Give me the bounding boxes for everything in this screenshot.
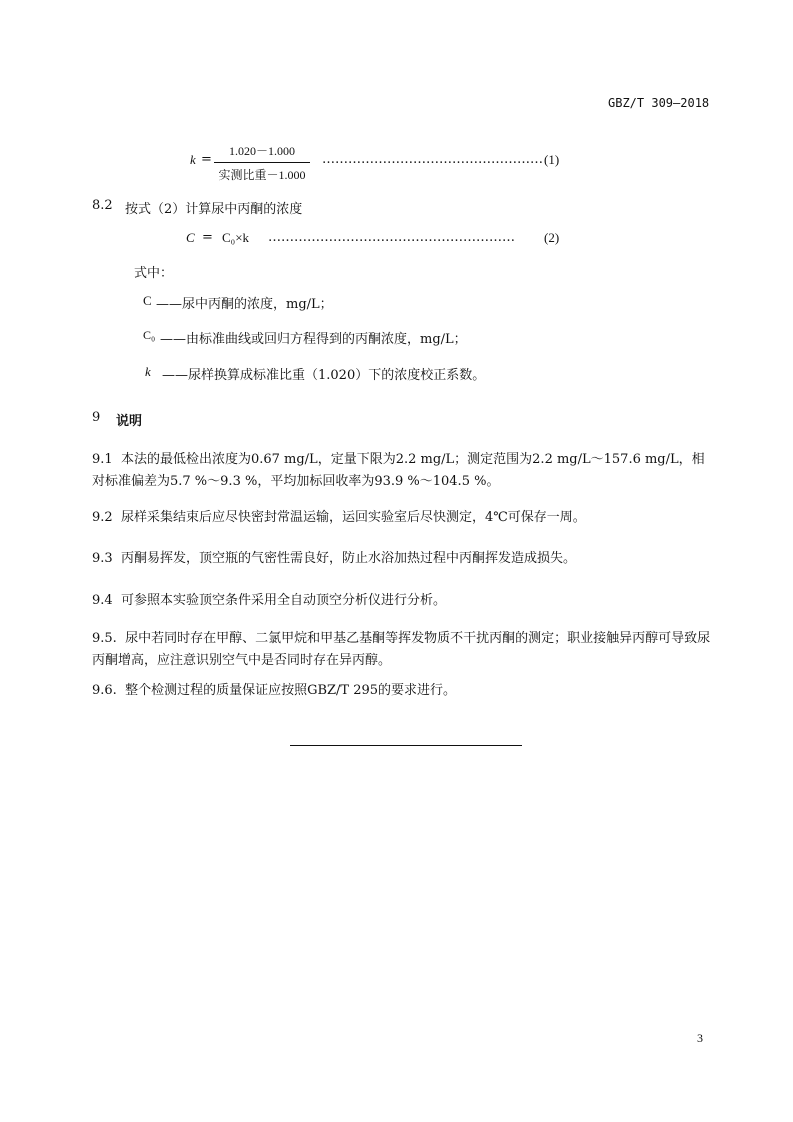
formula1-variable: k	[190, 152, 196, 167]
section-9-5-number: 9.5.	[92, 631, 117, 646]
formula1-denominator: 实测比重－1.000	[218, 168, 306, 182]
where-desc-c0: ——由标准曲线或回归方程得到的丙酮浓度，mg/L；	[160, 332, 467, 347]
section-9-2-number: 9.2	[92, 510, 113, 525]
formula2-equals: =	[202, 230, 213, 245]
section-9-1	[92, 449, 717, 493]
section-9-1-text: 本法的最低检出浓度为0.67 mg/L，定量下限为2.2 mg/L；测定范围为2.2 mg/L～157.6 mg/L，相对标准偏差为5.7 %～9.3 %，平均加标回收率为93.9 %～104.5 %。	[92, 452, 705, 489]
section-9-number: 9	[92, 410, 101, 425]
section-8-2-text: 按式（2）计算尿中丙酮的浓度	[125, 202, 303, 217]
section-9-title: 说明	[116, 414, 143, 429]
formula2-dots: …………………………………………………	[268, 230, 515, 245]
section-9-2	[92, 507, 717, 529]
formula1-equals: =	[201, 152, 212, 167]
end-of-text-rule	[290, 745, 522, 746]
formula2-expression: C₀×k	[222, 230, 250, 245]
formula1-number: (1)	[544, 152, 560, 167]
section-9-5-text: 尿中若同时存在甲醇、二氯甲烷和甲基乙基酮等挥发物质不干扰丙酮的测定；职业接触异丙醇可导致尿丙酮增高，应注意识别空气中是否同时存在异丙醇。	[92, 631, 711, 668]
section-9-3	[92, 548, 717, 570]
formula2-c: C	[186, 230, 195, 245]
section-9-5	[92, 628, 717, 672]
where-symbol-k: k	[145, 364, 151, 379]
where-label: 式中：	[134, 266, 174, 281]
section-9-3-number: 9.3	[92, 551, 113, 566]
section-9-3-text: 丙酮易挥发，顶空瓶的气密性需良好，防止水浴加热过程中丙酮挥发造成损失。	[120, 551, 576, 566]
section-9-4-text: 可参照本实验顶空条件采用全自动顶空分析仪进行分析。	[120, 593, 446, 608]
where-symbol-c0: C₀	[143, 328, 156, 342]
section-9-6	[92, 680, 717, 702]
formula1-numerator: 1.020－1.000	[214, 142, 310, 163]
section-9-6-text: 整个检测过程的质量保证应按照GBZ/T 295的要求进行。	[125, 683, 457, 698]
section-9-2-text: 尿样采集结束后应尽快密封常温运输，运回实验室后尽快测定，4℃可保存一周。	[120, 510, 586, 525]
formula1-fraction	[214, 142, 310, 183]
where-desc-c: ——尿中丙酮的浓度，mg/L；	[156, 297, 333, 312]
where-symbol-c: C	[143, 293, 152, 308]
formula2-number: (2)	[544, 230, 560, 245]
section-9-4	[92, 590, 717, 612]
section-9-4-number: 9.4	[92, 593, 113, 608]
where-desc-k: ——尿样换算成标准比重（1.020）下的浓度校正系数。	[162, 368, 486, 383]
page-number: 3	[697, 1031, 703, 1045]
formula1-dots: ……………………………………………	[322, 152, 543, 167]
section-9-6-number: 9.6.	[92, 683, 117, 698]
doc-code-header: GBZ/T 309—2018	[608, 96, 710, 110]
section-9-1-number: 9.1	[92, 452, 113, 467]
section-8-2-number: 8.2	[92, 198, 113, 213]
